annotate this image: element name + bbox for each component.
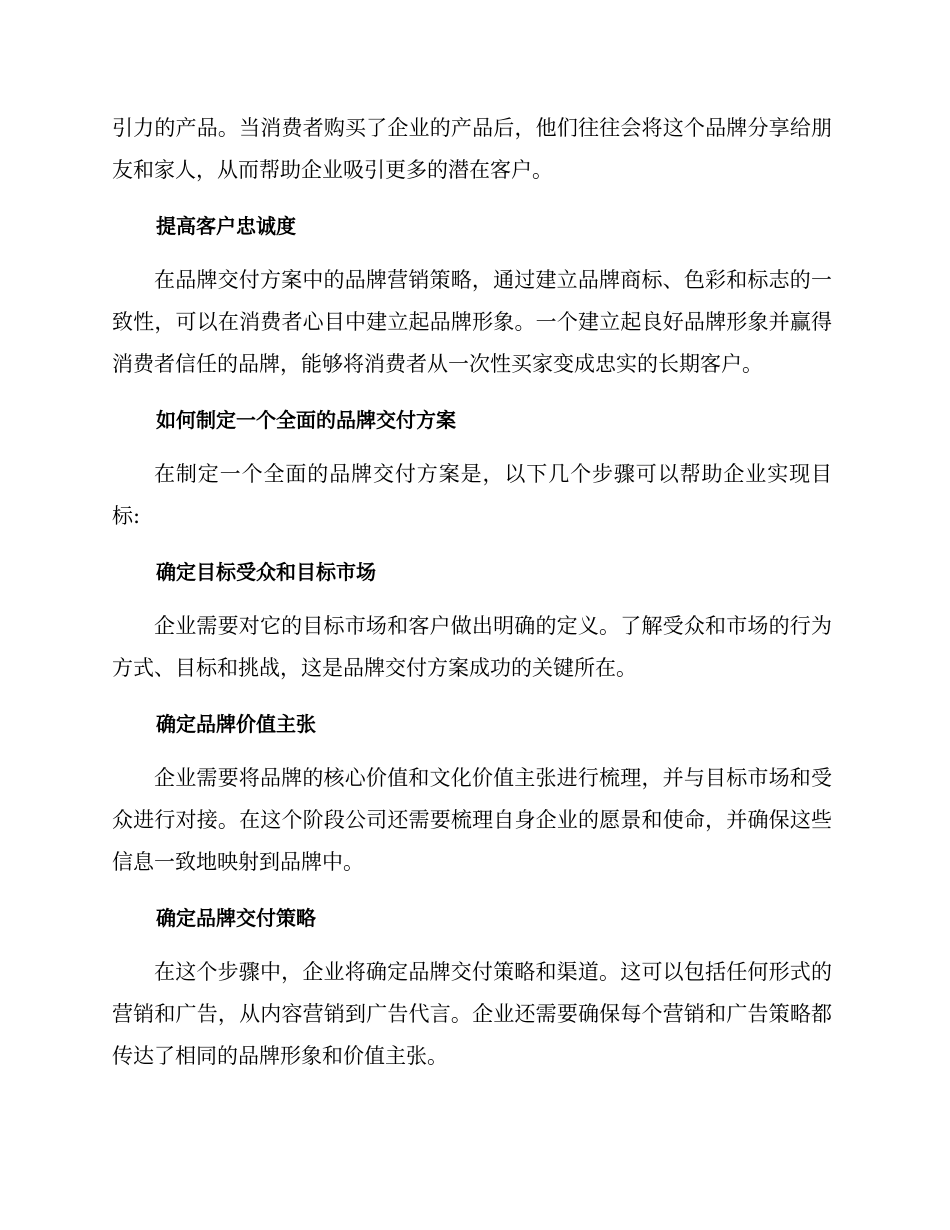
section-heading-target-audience: 确定目标受众和目标市场 xyxy=(156,560,376,584)
paragraph-value-proposition: 企业需要将品牌的核心价值和文化价值主张进行梳理，并与目标市场和受众进行对接。在这个阶段公司还需要梳理自身企业的愿景和使命，并确保这些信息一致地映射到品牌中。 xyxy=(112,766,832,874)
paragraph-continued: 引力的产品。当消费者购买了企业的产品后，他们往往会将这个品牌分享给朋友和家人，从而帮助企业吸引更多的潜在客户。 xyxy=(112,116,832,182)
paragraph-build-plan: 在制定一个全面的品牌交付方案是，以下几个步骤可以帮助企业实现目标: xyxy=(112,462,832,528)
paragraph-loyalty: 在品牌交付方案中的品牌营销策略，通过建立品牌商标、色彩和标志的一致性，可以在消费者心目中建立起品牌形象。一个建立起良好品牌形象并赢得消费者信任的品牌，能够将消费者从一次性买家变成忠实的长期客户。 xyxy=(112,268,832,376)
section-heading-delivery-strategy: 确定品牌交付策略 xyxy=(156,906,316,930)
paragraph-delivery-strategy: 在这个步骤中，企业将确定品牌交付策略和渠道。这可以包括任何形式的营销和广告，从内容营销到广告代言。企业还需要确保每个营销和广告策略都传达了相同的品牌形象和价值主张。 xyxy=(112,960,832,1068)
document-body xyxy=(112,107,832,1077)
section-heading-customer-loyalty: 提高客户忠诚度 xyxy=(156,214,296,238)
section-heading-value-proposition: 确定品牌价值主张 xyxy=(156,712,316,736)
section-heading-build-plan: 如何制定一个全面的品牌交付方案 xyxy=(156,408,456,432)
paragraph-target-audience: 企业需要对它的目标市场和客户做出明确的定义。了解受众和市场的行为方式、目标和挑战，这是品牌交付方案成功的关键所在。 xyxy=(112,614,832,680)
